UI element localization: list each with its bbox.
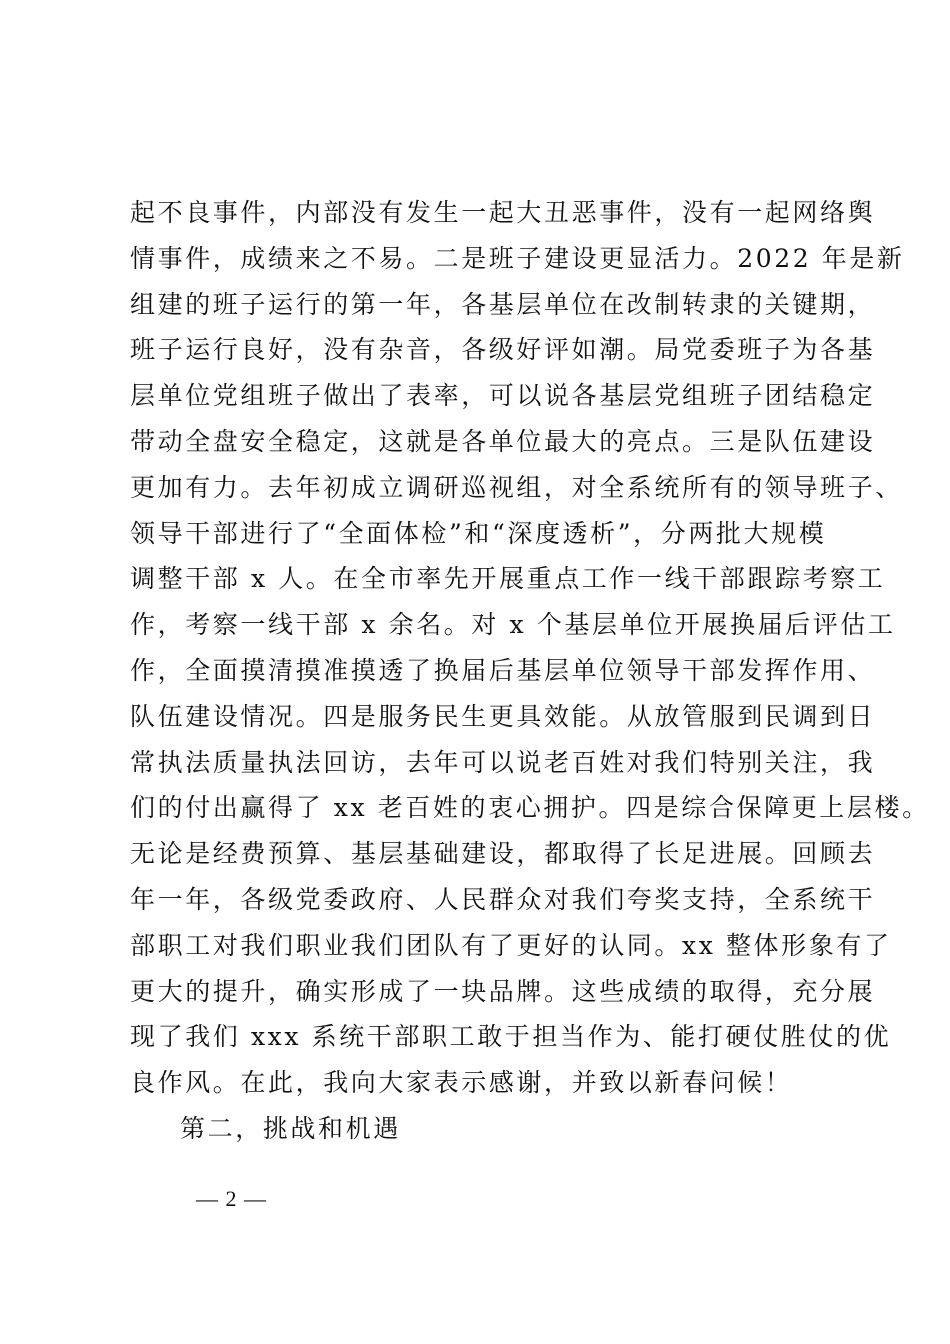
paragraph-line: 情事件，成绩来之不易。二是班子建设更显活力。2022 年是新 <box>130 243 905 273</box>
paragraph-line: 们的付出赢得了 xx 老百姓的衷心拥护。四是综合保障更上层楼。 <box>130 793 930 823</box>
section-heading: 第二，挑战和机遇 <box>180 1113 401 1143</box>
body-text <box>130 190 930 1152</box>
paragraph-line: 作，考察一线干部 x 余名。对 x 个基层单位开展换届后评估工 <box>130 610 896 640</box>
paragraph-line: 组建的班子运行的第一年，各基层单位在改制转隶的关键期， <box>130 289 876 319</box>
paragraph-line: 队伍建设情况。四是服务民生更具效能。从放管服到民调到日 <box>130 701 876 731</box>
paragraph-line: 部职工对我们职业我们团队有了更好的认同。xx 整体形象有了 <box>130 930 892 960</box>
paragraph-line: 作，全面摸清摸准摸透了换届后基层单位领导干部发挥作用、 <box>130 655 876 685</box>
paragraph-line: 良作风。在此，我向大家表示感谢，并致以新春问候！ <box>130 1068 793 1098</box>
paragraph-line: 领导干部进行了“全面体检”和“深度透析”，分两批大规模 <box>130 518 827 548</box>
paragraph-line: 更大的提升，确实形成了一块品牌。这些成绩的取得，充分展 <box>130 976 876 1006</box>
paragraph-line: 调整干部 x 人。在全市率先开展重点工作一线干部跟踪考察工 <box>130 564 886 594</box>
page-number: — 2 — <box>196 1186 267 1211</box>
paragraph-line: 更加有力。去年初成立调研巡视组，对全系统所有的领导班子、 <box>130 472 903 502</box>
paragraph-line: 现了我们 xxx 系统干部职工敢于担当作为、能打硬仗胜仗的优 <box>130 1022 892 1052</box>
paragraph-line: 常执法质量执法回访，去年可以说老百姓对我们特别关注，我 <box>130 747 876 777</box>
paragraph-line: 带动全盘安全稳定，这就是各单位最大的亮点。三是队伍建设 <box>130 426 876 456</box>
paragraph-line: 年一年，各级党委政府、人民群众对我们夸奖支持，全系统干 <box>130 884 876 914</box>
paragraph-line: 无论是经费预算、基层基础建设，都取得了长足进展。回顾去 <box>130 839 876 869</box>
paragraph-line: 班子运行良好，没有杂音，各级好评如潮。局党委班子为各基 <box>130 335 876 365</box>
paragraph-line: 起不良事件，内部没有发生一起大丑恶事件，没有一起网络舆 <box>130 198 876 227</box>
paragraph-line: 层单位党组班子做出了表率，可以说各基层党组班子团结稳定 <box>130 381 876 411</box>
